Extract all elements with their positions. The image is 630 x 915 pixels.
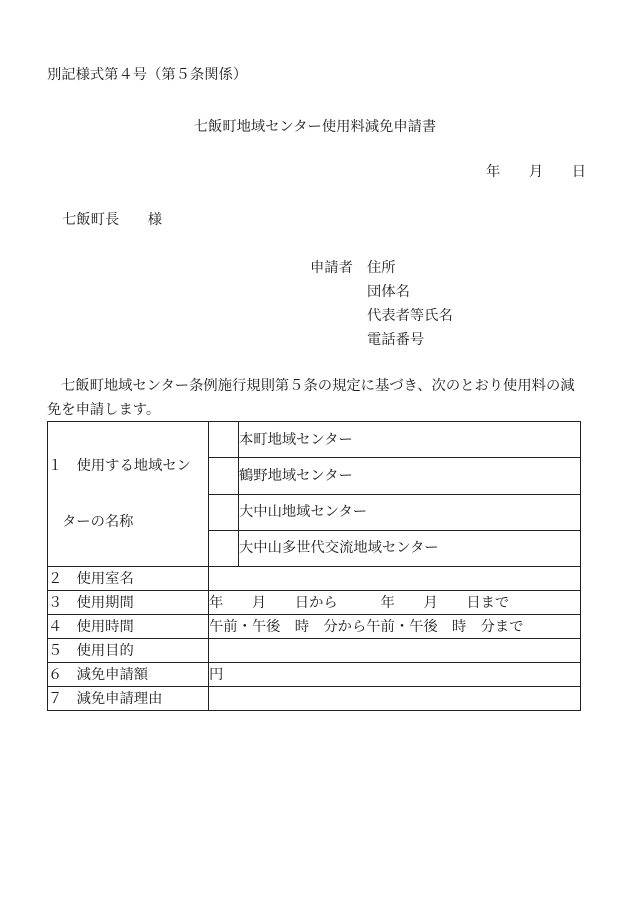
form-reference: 別記様式第４号（第５条関係）	[47, 67, 248, 83]
usage-period-row	[48, 591, 581, 615]
center-option-label: 大中山多世代交流地域センター	[239, 530, 581, 566]
usage-purpose-field	[209, 639, 581, 663]
usage-time-label: ４ 使用時間	[48, 615, 209, 639]
date-line: 年 月 日	[486, 164, 587, 180]
form-title: 七飯町地域センター使用料減免申請書	[193, 119, 437, 135]
exemption-reason-label: ７ 減免申請理由	[48, 687, 209, 711]
usage-time-row	[48, 615, 581, 639]
center-option-label: 本町地域センター	[239, 422, 581, 458]
center-option-label: 鶴野地域センター	[239, 458, 581, 494]
applicant-address-label: 住所	[367, 260, 396, 276]
usage-time-field: 午前・午後 時 分から午前・午後 時 分まで	[209, 615, 581, 639]
room-name-row	[48, 567, 581, 591]
applicant-phone-label: 電話番号	[367, 332, 425, 348]
usage-purpose-row	[48, 639, 581, 663]
body-text-line: 七飯町地域センター条例施行規則第５条の規定に基づき、次のとおり使用料の減	[61, 378, 575, 394]
body-text-line: 免を申請します。	[47, 402, 161, 418]
room-name-label: ２ 使用室名	[48, 567, 209, 591]
center-selection-row	[48, 422, 581, 458]
exemption-reason-row	[48, 687, 581, 711]
center-option-check-cell	[209, 494, 239, 530]
center-option-check-cell	[209, 530, 239, 566]
applicant-organization-label: 団体名	[367, 284, 410, 300]
addressee: 七飯町長 様	[62, 212, 163, 228]
center-option-check-cell	[209, 422, 239, 458]
exemption-amount-row	[48, 663, 581, 687]
room-name-field	[209, 567, 581, 591]
exemption-amount-label: ６ 減免申請額	[48, 663, 209, 687]
exemption-reason-field	[209, 687, 581, 711]
applicant-representative-label: 代表者等氏名	[367, 308, 453, 324]
usage-period-field: 年 月 日から 年 月 日まで	[209, 591, 581, 615]
center-name-label-cell	[48, 422, 209, 567]
center-name-label-line: ターの名称	[62, 514, 134, 530]
center-name-label-line: １ 使用する地域セン	[48, 458, 191, 474]
applicant-label: 申請者	[310, 260, 353, 276]
exemption-amount-field: 円	[209, 663, 581, 687]
center-option-check-cell	[209, 458, 239, 494]
usage-purpose-label: ５ 使用目的	[48, 639, 209, 663]
application-table	[47, 421, 581, 711]
usage-period-label: ３ 使用期間	[48, 591, 209, 615]
center-option-label: 大中山地域センター	[239, 494, 581, 530]
